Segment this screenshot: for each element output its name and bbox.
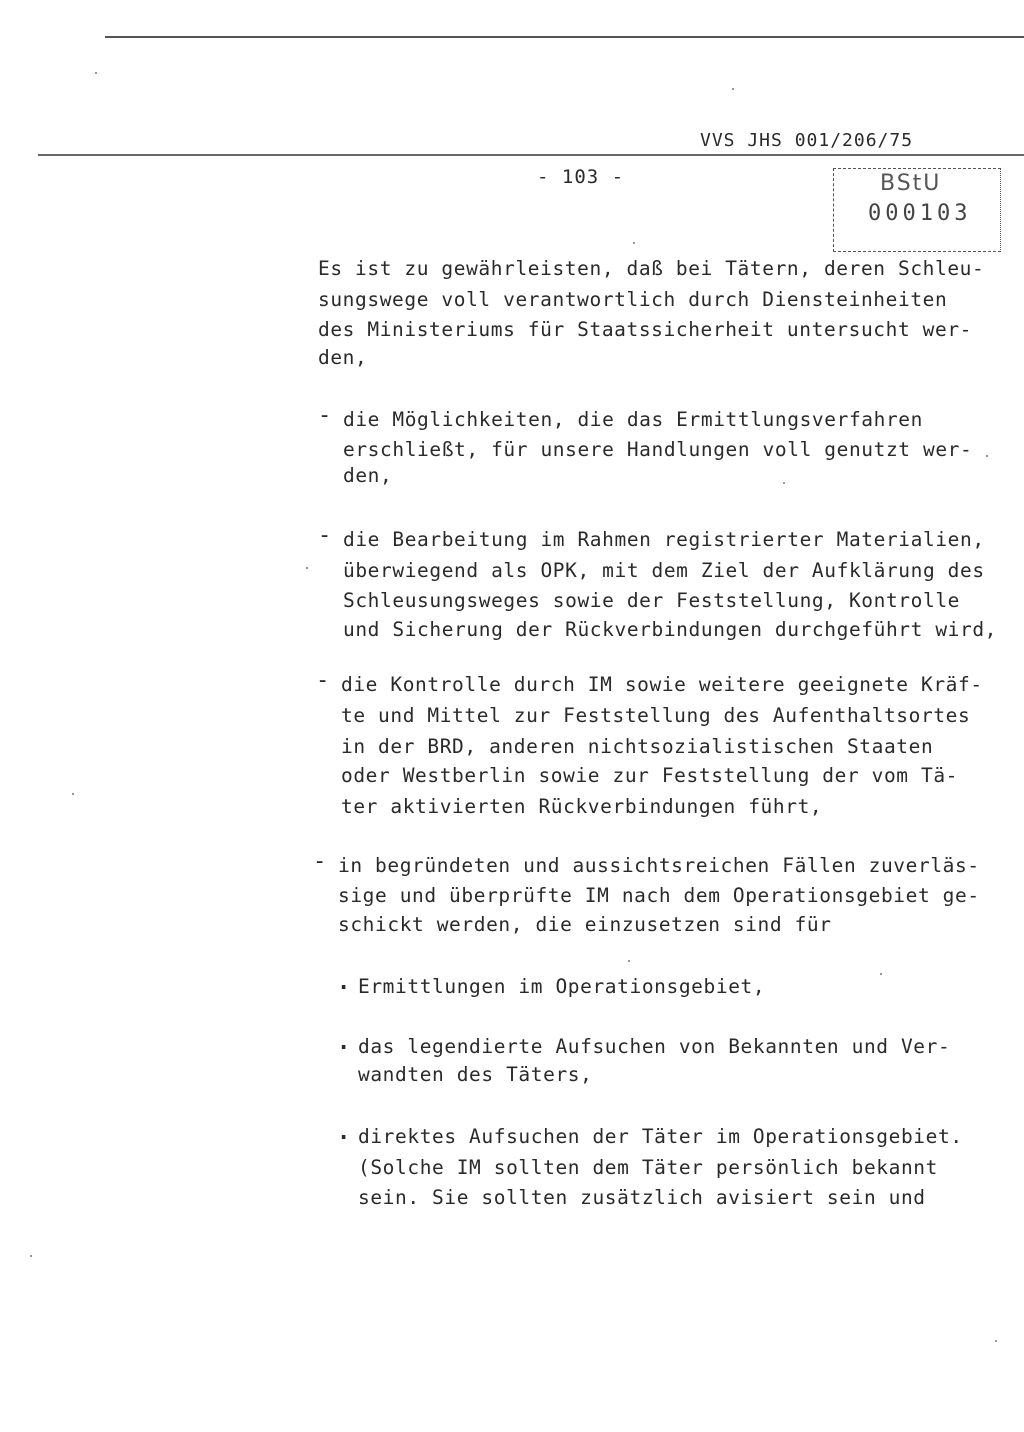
list-item-line: oder Westberlin sowie zur Feststellung der vom Tä- (341, 764, 958, 787)
list-item-line: sige und überprüfte IM nach dem Operationsgebiet ge- (338, 884, 980, 907)
scan-speck (783, 482, 785, 484)
dash-marker: - (313, 849, 327, 874)
stamp-number: 000103 (868, 201, 972, 226)
sub-item-line: wandten des Täters, (358, 1063, 593, 1086)
page-number: - 103 - (537, 166, 625, 188)
archive-stamp (833, 168, 1001, 252)
sub-item-line: direktes Aufsuchen der Täter im Operationsgebiet. (358, 1125, 963, 1148)
dash-marker: - (318, 403, 332, 428)
document-reference: VVS JHS 001/206/75 (700, 130, 914, 151)
dash-marker: - (318, 523, 332, 548)
sub-item-line: das legendierte Aufsuchen von Bekannten und Ver- (358, 1035, 951, 1058)
bullet-marker: . (337, 1030, 351, 1055)
scan-speck (30, 1255, 32, 1257)
scan-speck (880, 973, 882, 975)
bullet-marker: . (337, 970, 351, 995)
bullet-marker: . (337, 1120, 351, 1145)
list-item-line: Schleusungsweges sowie der Feststellung, Kontrolle (343, 589, 960, 612)
list-item-line: die Kontrolle durch IM sowie weitere geeignete Kräf- (341, 673, 983, 696)
scan-speck (95, 72, 97, 74)
list-item-line: den, (343, 464, 393, 487)
list-item-line: die Möglichkeiten, die das Ermittlungsverfahren (343, 408, 923, 431)
list-item-line: überwiegend als OPK, mit dem Ziel der Aufklärung des (343, 559, 985, 582)
list-item-line: schickt werden, die einzusetzen sind für (338, 913, 832, 936)
list-item-line: und Sicherung der Rückverbindungen durchgeführt wird, (343, 618, 998, 641)
scan-speck (306, 567, 308, 569)
list-item-line: erschließt, für unsere Handlungen voll genutzt wer- (343, 438, 973, 461)
stamp-line-1: BStU (880, 171, 942, 196)
sub-item-line: (Solche IM sollten dem Täter persönlich bekannt (358, 1156, 938, 1179)
scan-speck (72, 793, 74, 795)
dash-marker: - (316, 668, 330, 693)
intro-line: des Ministeriums für Staatssicherheit untersucht wer- (318, 318, 973, 341)
intro-line: den, (318, 346, 368, 369)
scan-speck (995, 1340, 997, 1342)
intro-line: sungswege voll verantwortlich durch Diensteinheiten (318, 288, 948, 311)
list-item-line: die Bearbeitung im Rahmen registrierter Materialien, (343, 528, 985, 551)
intro-line: Es ist zu gewährleisten, daß bei Tätern, deren Schleu- (318, 257, 985, 280)
scan-speck (628, 960, 630, 962)
top-edge-line (105, 36, 1024, 38)
header-rule (38, 154, 1024, 156)
scan-speck (732, 88, 734, 90)
list-item-line: in der BRD, anderen nichtsozialistischen Staaten (341, 735, 934, 758)
scan-speck (986, 455, 988, 457)
list-item-line: in begründeten und aussichtsreichen Fällen zuverläs- (338, 854, 980, 877)
sub-item-line: sein. Sie sollten zusätzlich avisiert sein und (358, 1186, 926, 1209)
sub-item-line: Ermittlungen im Operationsgebiet, (358, 975, 766, 998)
list-item-line: ter aktivierten Rückverbindungen führt, (341, 795, 823, 818)
list-item-line: te und Mittel zur Feststellung des Aufenthaltsortes (341, 704, 971, 727)
scan-speck (633, 242, 635, 244)
